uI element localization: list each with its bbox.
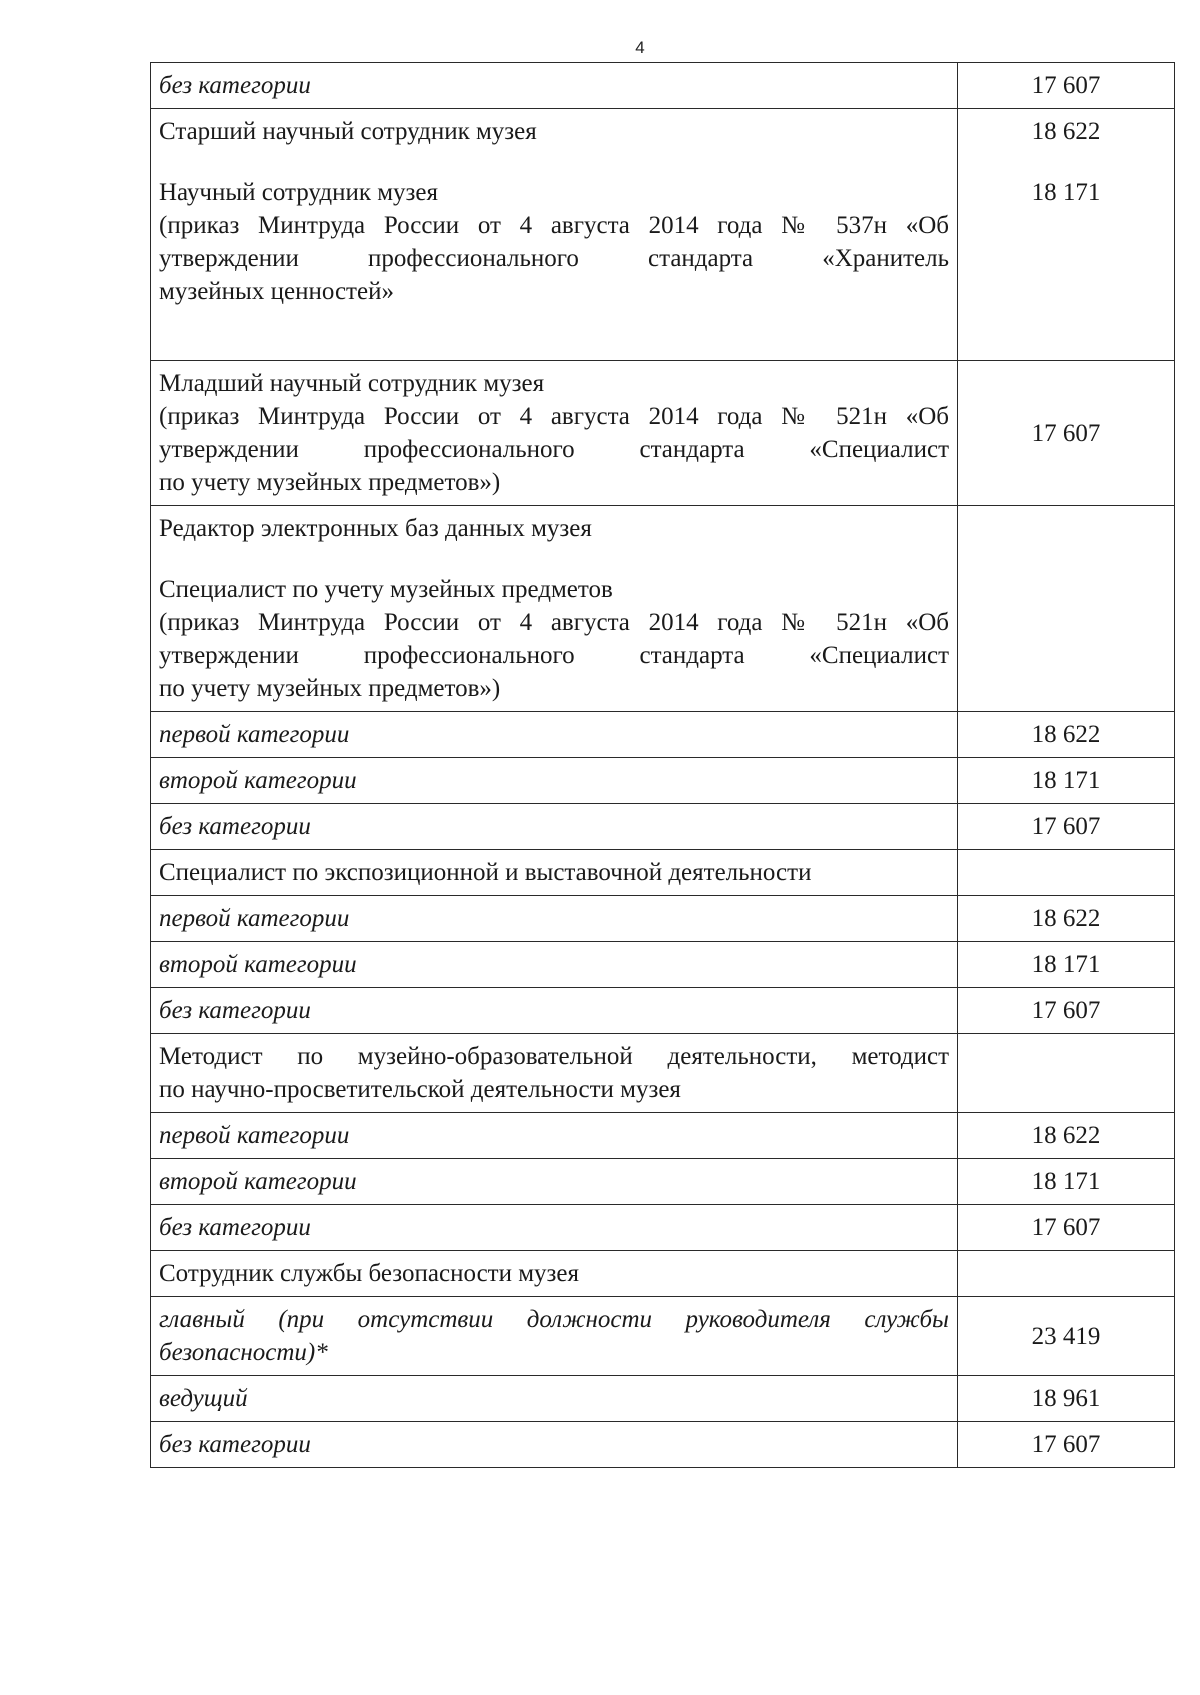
table-row — [151, 942, 1175, 988]
table-row — [151, 1205, 1175, 1251]
salary-cell: 23 419 — [958, 1297, 1175, 1376]
table-row — [151, 804, 1175, 850]
salary-cell: 18 171 — [958, 758, 1175, 804]
position-title: Специалист по учету музейных предметов — [159, 576, 613, 603]
position-note: (приказ Минтруда России от 4 августа 2014 года № 521н «Об утверждении профессионального стандарта «Специалист — [159, 403, 949, 463]
table-row — [151, 63, 1175, 109]
table-row — [151, 1297, 1175, 1376]
position-note: (приказ Минтруда России от 4 августа 2014 года № 521н «Об утверждении профессионального стандарта «Специалист — [159, 609, 949, 669]
position-title: Научный сотрудник музея — [159, 179, 439, 206]
salary-value: 18 622 — [1031, 118, 1101, 145]
salary-cell — [958, 1251, 1175, 1297]
table-row — [151, 1376, 1175, 1422]
salary-cell: 17 607 — [958, 988, 1175, 1034]
salary-cell: 17 607 — [958, 1422, 1175, 1468]
position-cell — [151, 361, 958, 506]
table-row — [151, 1113, 1175, 1159]
table-row — [151, 109, 1175, 361]
salary-cell: 17 607 — [958, 804, 1175, 850]
position-cell: Сотрудник службы безопасности музея — [151, 1251, 958, 1297]
position-cell: без категории — [151, 1205, 958, 1251]
table-row — [151, 1159, 1175, 1205]
position-cell: Специалист по экспозиционной и выставочной деятельности — [151, 850, 958, 896]
salary-cell: 18 961 — [958, 1376, 1175, 1422]
salary-cell: 18 622 — [958, 712, 1175, 758]
spacer — [159, 148, 949, 176]
table-row — [151, 361, 1175, 506]
position-cell: без категории — [151, 804, 958, 850]
salary-cell — [958, 1034, 1175, 1113]
page-number: 4 — [635, 38, 645, 57]
position-note-tail: по учету музейных предметов») — [159, 675, 501, 702]
position-title: Старший научный сотрудник музея — [159, 118, 537, 145]
position-cell — [151, 506, 958, 712]
position-note: (приказ Минтруда России от 4 августа 2014 года № 537н «Об утверждении профессионального стандарта «Хранитель — [159, 212, 949, 272]
table-row — [151, 712, 1175, 758]
position-note-tail: по учету музейных предметов») — [159, 469, 501, 496]
position-cell: без категории — [151, 988, 958, 1034]
position-cell: без категории — [151, 1422, 958, 1468]
position-title: Редактор электронных баз данных музея — [159, 515, 592, 542]
salary-cell: 18 622 — [958, 1113, 1175, 1159]
position-cell: первой категории — [151, 896, 958, 942]
position-cell: ведущий — [151, 1376, 958, 1422]
salary-cell: 17 607 — [958, 63, 1175, 109]
position-cell: второй категории — [151, 758, 958, 804]
table-row — [151, 506, 1175, 712]
spacer — [966, 148, 1166, 176]
position-cell: первой категории — [151, 712, 958, 758]
table-row — [151, 1034, 1175, 1113]
position-cell — [151, 1034, 958, 1113]
table-row — [151, 1251, 1175, 1297]
table-row — [151, 850, 1175, 896]
position-cell: первой категории — [151, 1113, 958, 1159]
salary-value: 18 171 — [1031, 179, 1101, 206]
position-title: Младший научный сотрудник музея — [159, 370, 545, 397]
salary-cell — [958, 506, 1175, 712]
table-row — [151, 1422, 1175, 1468]
salary-cell: 17 607 — [958, 361, 1175, 506]
position-cell: без категории — [151, 63, 958, 109]
position-title: Методист по музейно-образовательной деятельности, методист — [159, 1043, 949, 1070]
position-title: главный (при отсутствии должности руководителя службы — [159, 1306, 949, 1333]
position-cell: второй категории — [151, 1159, 958, 1205]
salary-cell: 18 171 — [958, 942, 1175, 988]
salary-cell: 18 171 — [958, 1159, 1175, 1205]
table-row — [151, 758, 1175, 804]
spacer — [159, 545, 949, 573]
salary-cell — [958, 850, 1175, 896]
position-cell — [151, 1297, 958, 1376]
position-note-tail: музейных ценностей» — [159, 278, 394, 305]
position-title-tail: по научно-просветительской деятельности музея — [159, 1076, 681, 1103]
salary-cell: 17 607 — [958, 1205, 1175, 1251]
table-row — [151, 896, 1175, 942]
position-title-tail: безопасности)* — [159, 1339, 328, 1366]
table-row — [151, 988, 1175, 1034]
position-cell: второй категории — [151, 942, 958, 988]
position-cell — [151, 109, 958, 361]
salary-cell — [958, 109, 1175, 361]
salary-cell: 18 622 — [958, 896, 1175, 942]
salary-table — [150, 62, 1175, 1468]
